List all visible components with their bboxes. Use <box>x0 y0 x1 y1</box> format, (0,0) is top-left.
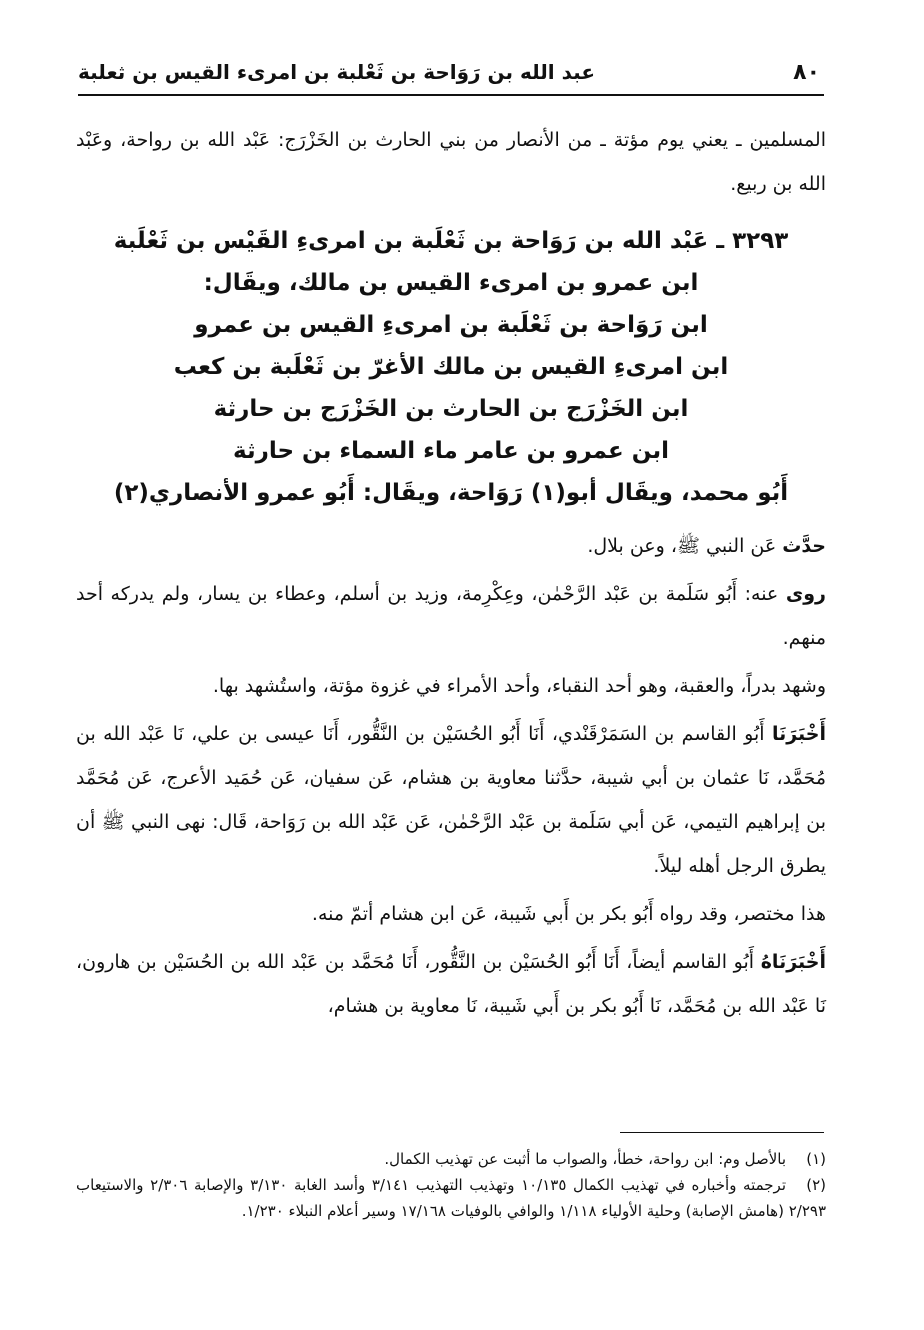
entry-line-3: ابن رَوَاحة بن ثَعْلَبة بن امرىءِ القيس بن عمرو <box>194 312 708 338</box>
entry-line-2: ابن عمرو بن امرىء القيس بن مالك، ويقَال: <box>203 270 699 296</box>
haddath-keyword: حدَّث <box>782 535 826 557</box>
entry-heading <box>76 220 826 514</box>
rawa-paragraph <box>76 572 826 660</box>
entry-line-7: أَبُو محمد، ويقَال أبو(١) رَوَاحة، ويقَال: أَبُو عمرو الأنصاري(٢) <box>113 480 789 506</box>
main-text <box>76 118 826 1032</box>
header-rule <box>78 94 824 96</box>
running-title: عبد الله بن رَوَاحة بن ثَعْلبة بن امرىء القيس بن ثعلبة <box>78 60 595 84</box>
entry-line-5: ابن الخَزْرَج بن الحارث بن الخَزْرَج بن حارثة <box>213 396 689 422</box>
haddath-text: عَن النبي ﷺ، وعن بلال. <box>587 535 783 557</box>
akhbarana-text: أَبُو القاسم بن السَمَرْقَنْدي، أَنَا أَبُو الحُسَيْن بن النَّقُّور، أَنَا عيسى بن علي، نَا عَبْد الله بن مُحَمَّد، نَا عثمان بن أبي شيبة، حدَّثنا معاوية بن هشام، عَن سفيان، عَن حُمَيد الأعرج، عَن مُحَمَّد بن إبراهيم التيمي، عَن أبي سَلَمة بن عَبْد الرَّحْمٰن، عَن عَبْد الله بن رَوَاحة، قَال: نهى النبي ﷺ أن يطرق الرجل أهله ليلاً. <box>76 723 826 877</box>
footnote-2-text: ترجمته وأخباره في تهذيب الكمال ١٠/١٣٥ وتهذيب التهذيب ٣/١٤١ وأسد الغابة ٣/١٣٠ والإصابة ٢/٣٠٦ والاستيعاب ٢/٢٩٣ (هامش الإصابة) وحلية الأولياء ١/١١٨ والوافي بالوفيات ١٧/١٦٨ وسير أعلام النبلاء ١/٢٣٠. <box>76 1176 826 1220</box>
entry-line-1: ٣٢٩٣ ـ عَبْد الله بن رَوَاحة بن ثَعْلَبة بن امرىءِ القَيْس بن ثَعْلَبة <box>113 228 789 254</box>
akhbarana-paragraph <box>76 712 826 888</box>
footnote-2 <box>76 1172 826 1224</box>
rawa-keyword: روى <box>785 583 826 605</box>
entry-line-4: ابن امرىءِ القيس بن مالك الأغرّ بن ثَعْلَبة بن كعب <box>173 354 729 380</box>
footnote-2-number: (٢) <box>806 1176 827 1194</box>
footnote-rule <box>620 1132 824 1133</box>
footnote-1-number: (١) <box>806 1150 826 1168</box>
akhbaranahu-text: أَبُو القاسم أيضاً، أَنَا أَبُو الحُسَيْن بن النَّقُّور، أَنَا مُحَمَّد بن عَبْد الله بن الحُسَيْن بن هارون، نَا عَبْد الله بن مُحَمَّد، نَا أَبُو بكر بن أَبي شَيبة، نَا معاوية بن هشام، <box>76 951 826 1017</box>
haddath-paragraph <box>76 524 826 568</box>
page-header <box>78 56 824 94</box>
akhbaranahu-keyword: أَخْبَرَنَاهُ <box>760 951 826 973</box>
page-number: ٨٠ <box>793 60 820 85</box>
footnote-1 <box>76 1146 826 1172</box>
footnote-1-text: بالأصل وم: ابن رواحة، خطأ، والصواب ما أثبت عن تهذيب الكمال. <box>384 1150 786 1168</box>
intro-paragraph: المسلمين ـ يعني يوم مؤتة ـ من الأنصار من بني الحارث بن الخَزْرَج: عَبْد الله بن رواحة، وعَبْد الله بن ربيع. <box>76 129 826 195</box>
shahid-paragraph: وشهد بدراً، والعقبة، وهو أحد النقباء، وأحد الأمراء في غزوة مؤتة، واستُشهد بها. <box>212 675 826 697</box>
hadha-paragraph: هذا مختصر، وقد رواه أَبُو بكر بن أَبي شَيبة، عَن ابن هشام أتمّ منه. <box>311 903 826 925</box>
entry-line-6: ابن عمرو بن عامر ماء السماء بن حارثة <box>233 438 669 464</box>
akhbarana-keyword: أَخْبَرَنَا <box>771 723 826 745</box>
akhbaranahu-paragraph <box>76 940 826 1028</box>
footnotes <box>76 1146 826 1224</box>
rawa-text: عنه: أَبُو سَلَمة بن عَبْد الرَّحْمٰن، وعِكْرِمة، وزيد بن أسلم، وعطاء بن يسار، ولم يدركه أحد منهم. <box>76 583 826 649</box>
